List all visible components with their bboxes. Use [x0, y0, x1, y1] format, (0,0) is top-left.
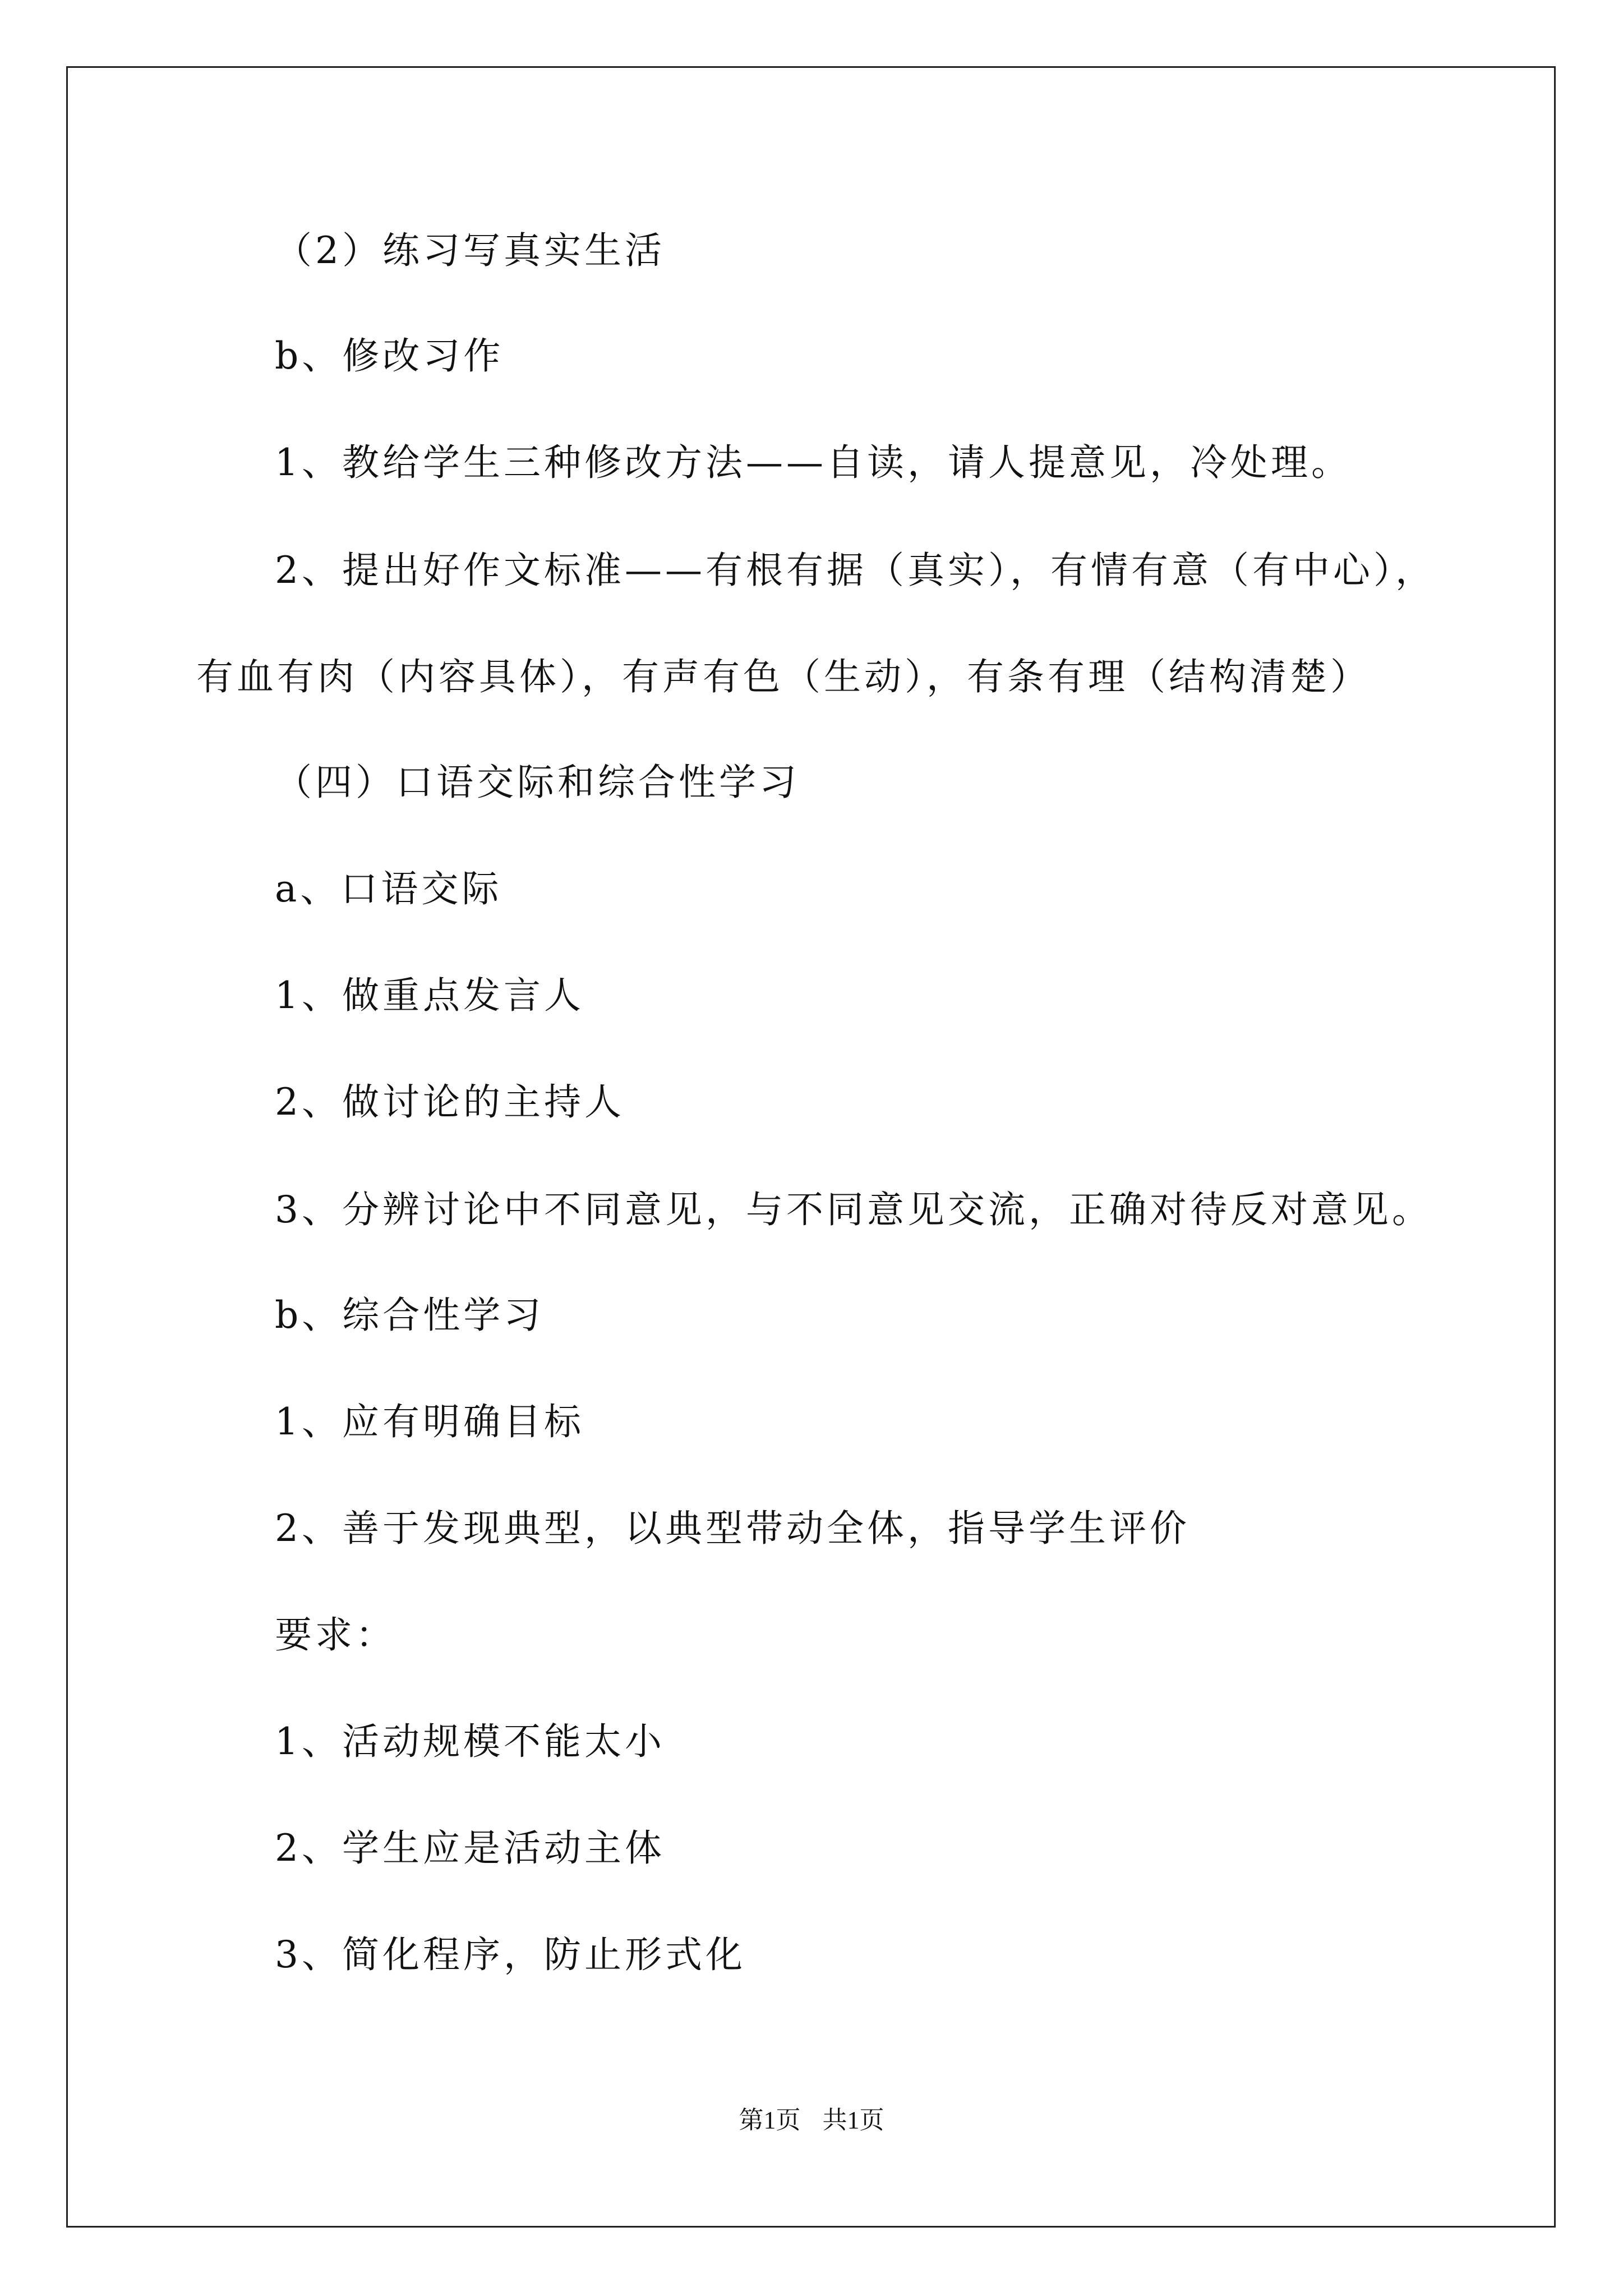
- list-item: 3、分辨讨论中不同意见，与不同意见交流，正确对待反对意见。: [275, 1188, 1432, 1231]
- subsection-heading: b、修改习作: [275, 334, 504, 378]
- subsection-heading: a、口语交际: [275, 867, 502, 910]
- list-item: 1、教给学生三种修改方法——自读，请人提意见，冷处理。: [275, 441, 1352, 484]
- list-item: 2、学生应是活动主体: [275, 1826, 665, 1870]
- list-item: 3、简化程序，防止形式化: [275, 1933, 746, 1976]
- page-border: [66, 66, 1556, 2228]
- section-heading: （四）口语交际和综合性学习: [275, 761, 800, 804]
- page-total: 共1页: [822, 2106, 884, 2134]
- list-item: 2、提出好作文标准——有根有据（真实），有情有意（有中心），: [275, 549, 1436, 592]
- list-item: 1、做重点发言人: [275, 974, 584, 1017]
- list-item: 2、做讨论的主持人: [275, 1080, 625, 1124]
- subsection-heading: b、综合性学习: [275, 1294, 545, 1337]
- list-item: 1、应有明确目标: [275, 1400, 584, 1443]
- page-number: 第1页: [739, 2106, 801, 2134]
- requirements-heading: 要求：: [275, 1613, 396, 1657]
- list-item: 1、活动规模不能太小: [275, 1720, 665, 1763]
- list-item-continuation: 有血有肉（内容具体），有声有色（生动），有条有理（结构清楚）: [196, 655, 1371, 698]
- section-heading: （2）练习写真实生活: [275, 229, 665, 272]
- list-item: 2、善于发现典型，以典型带动全体，指导学生评价: [275, 1507, 1190, 1550]
- page-footer: [0, 2104, 1623, 2137]
